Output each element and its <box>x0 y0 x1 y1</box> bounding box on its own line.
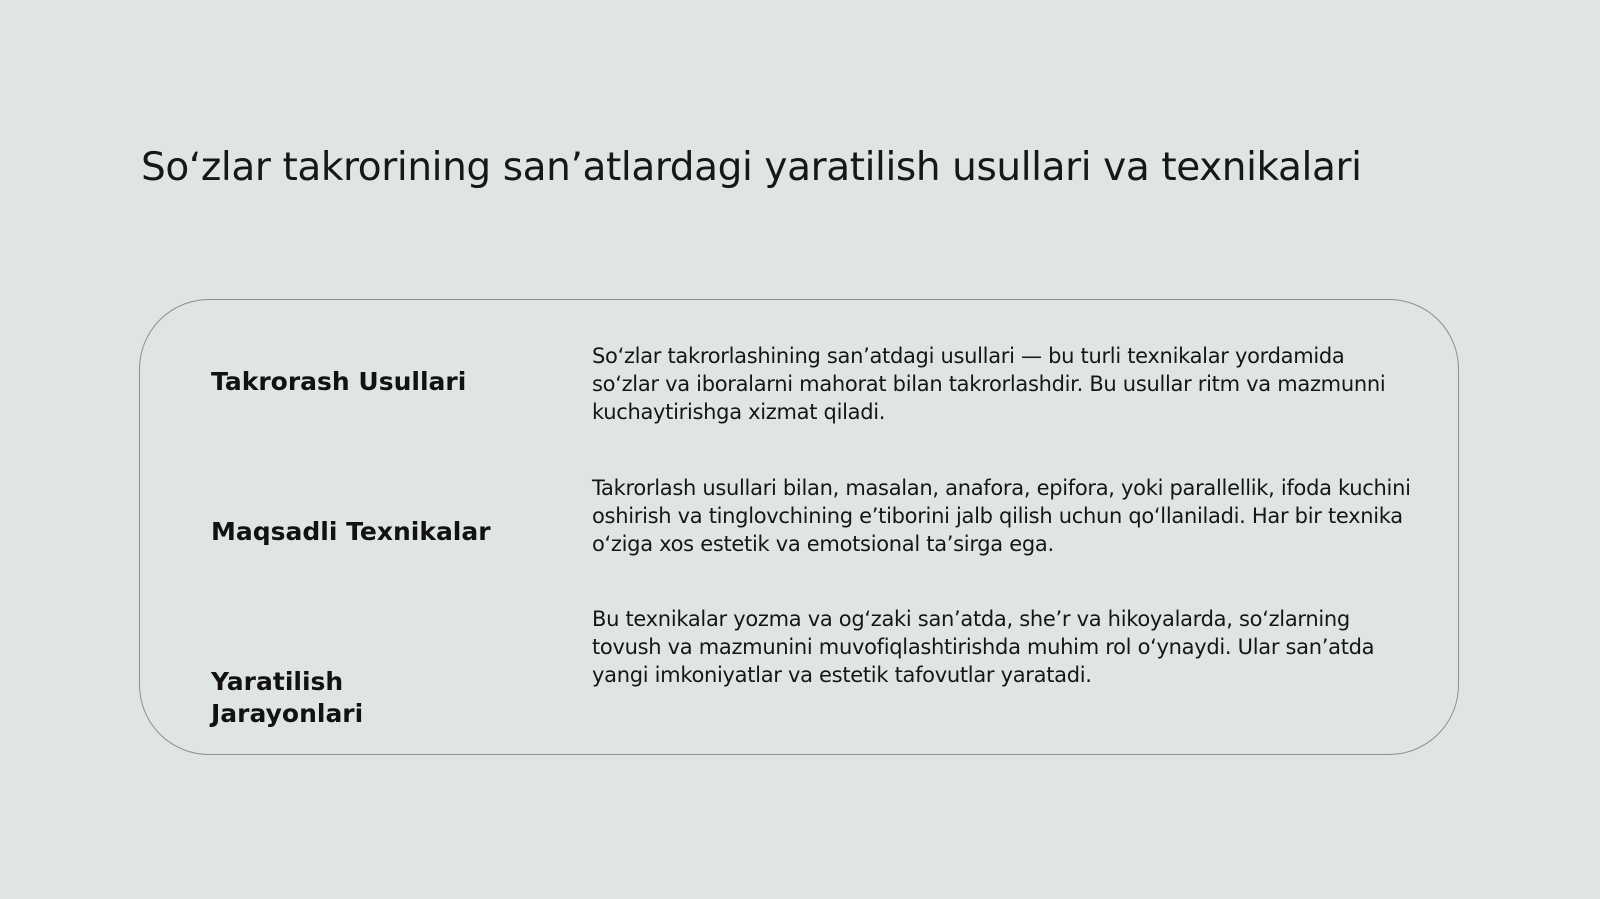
row-heading-takrorash-usullari: Takrorash Usullari <box>211 367 467 396</box>
row-text-maqsadli-texnikalar: Takrorlash usullari bilan, masalan, anafora, epifora, yoki parallellik, ifoda kuchini oshirish va tinglovchining e’tiborini jalb qilish uchun qo‘llaniladi. Har bir texnika o‘ziga xos estetik va emotsional ta’sirga ega. <box>592 476 1411 556</box>
row-heading-yaratilish-jarayonlari: Yaratilish Jarayonlari <box>211 667 364 728</box>
row-text-takrorash-usullari: So‘zlar takrorlashining san’atdagi usullari — bu turli texnikalar yordamida so‘zlar va iboralarni mahorat bilan takrorlashdir. Bu usullar ritm va mazmunni kuchaytirishga xizmat qiladi. <box>592 344 1386 424</box>
row-text-yaratilish-jarayonlari: Bu texnikalar yozma va og‘zaki san’atda, she’r va hikoyalarda, so‘zlarning tovush va mazmunini muvofiqlashtirishda muhim rol o‘ynaydi. Ular san’atda yangi imkoniyatlar va estetik tafovutlar yaratadi. <box>592 607 1375 687</box>
row-heading-maqsadli-texnikalar: Maqsadli Texnikalar <box>211 517 491 546</box>
slide-title: So‘zlar takrorining san’atlardagi yaratilish usullari va texnikalari <box>141 145 1362 190</box>
